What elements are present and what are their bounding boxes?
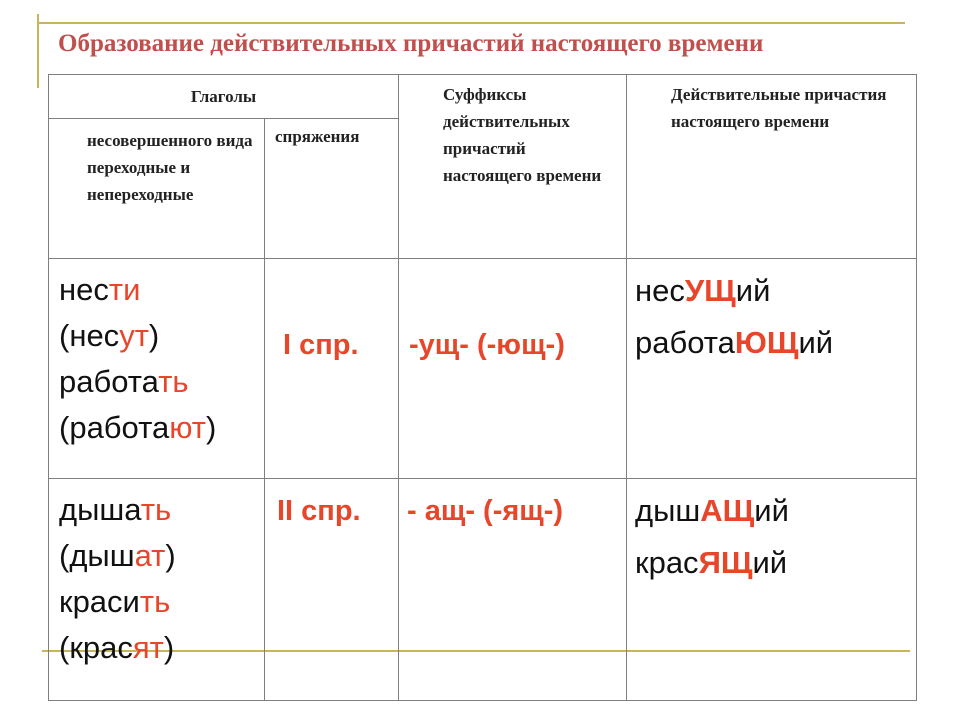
row2-suffix: - ащ- (-ящ-) xyxy=(407,495,564,527)
row1-conjugation: I спр. xyxy=(283,329,359,361)
row1-conjugation-cell xyxy=(265,259,399,479)
row2-verbs-cell xyxy=(49,479,265,701)
verb-item: (несут) xyxy=(59,318,160,353)
row1-suffix: -ущ- (-ющ-) xyxy=(409,329,565,361)
participle-item: работаЮЩий xyxy=(635,325,834,360)
header-verbs: Глаголы xyxy=(49,75,399,119)
header-participles: Действительные причастия настоящего времени xyxy=(627,75,917,259)
row1-participles-cell xyxy=(627,259,917,479)
verb-item: дышать xyxy=(59,492,172,527)
row2-participles xyxy=(627,479,916,589)
participle-item: дышАЩий xyxy=(635,493,789,528)
verb-item: работать xyxy=(59,364,189,399)
decorative-vertical-line xyxy=(37,14,39,88)
participle-item: несУЩий xyxy=(635,273,771,308)
row1-participles xyxy=(627,259,916,369)
row2-suffix-cell xyxy=(399,479,627,701)
page-title: Образование действительных причастий настоящего времени xyxy=(58,30,764,57)
header-suffixes: Суффиксы действительных причастий настоящего времени xyxy=(399,75,627,259)
header-aspect: несовершенного вида переходные и непереходные xyxy=(49,119,265,259)
verb-item: красить xyxy=(59,584,171,619)
decorative-top-line xyxy=(37,22,905,24)
row2-participles-cell xyxy=(627,479,917,701)
verb-item: (дышат) xyxy=(59,538,176,573)
row2-conjugation: II спр. xyxy=(277,495,361,527)
header-conjugation: спряжения xyxy=(265,119,399,259)
row1-verbs-cell xyxy=(49,259,265,479)
row1-verbs xyxy=(49,259,264,451)
row1-suffix-cell xyxy=(399,259,627,479)
verb-item: (красят) xyxy=(59,630,175,665)
verb-item: нести xyxy=(59,272,141,307)
participle-item: красЯЩий xyxy=(635,545,788,580)
row2-conjugation-cell xyxy=(265,479,399,701)
participles-table xyxy=(48,74,917,701)
row2-verbs xyxy=(49,479,264,671)
verb-item: (работают) xyxy=(59,410,217,445)
